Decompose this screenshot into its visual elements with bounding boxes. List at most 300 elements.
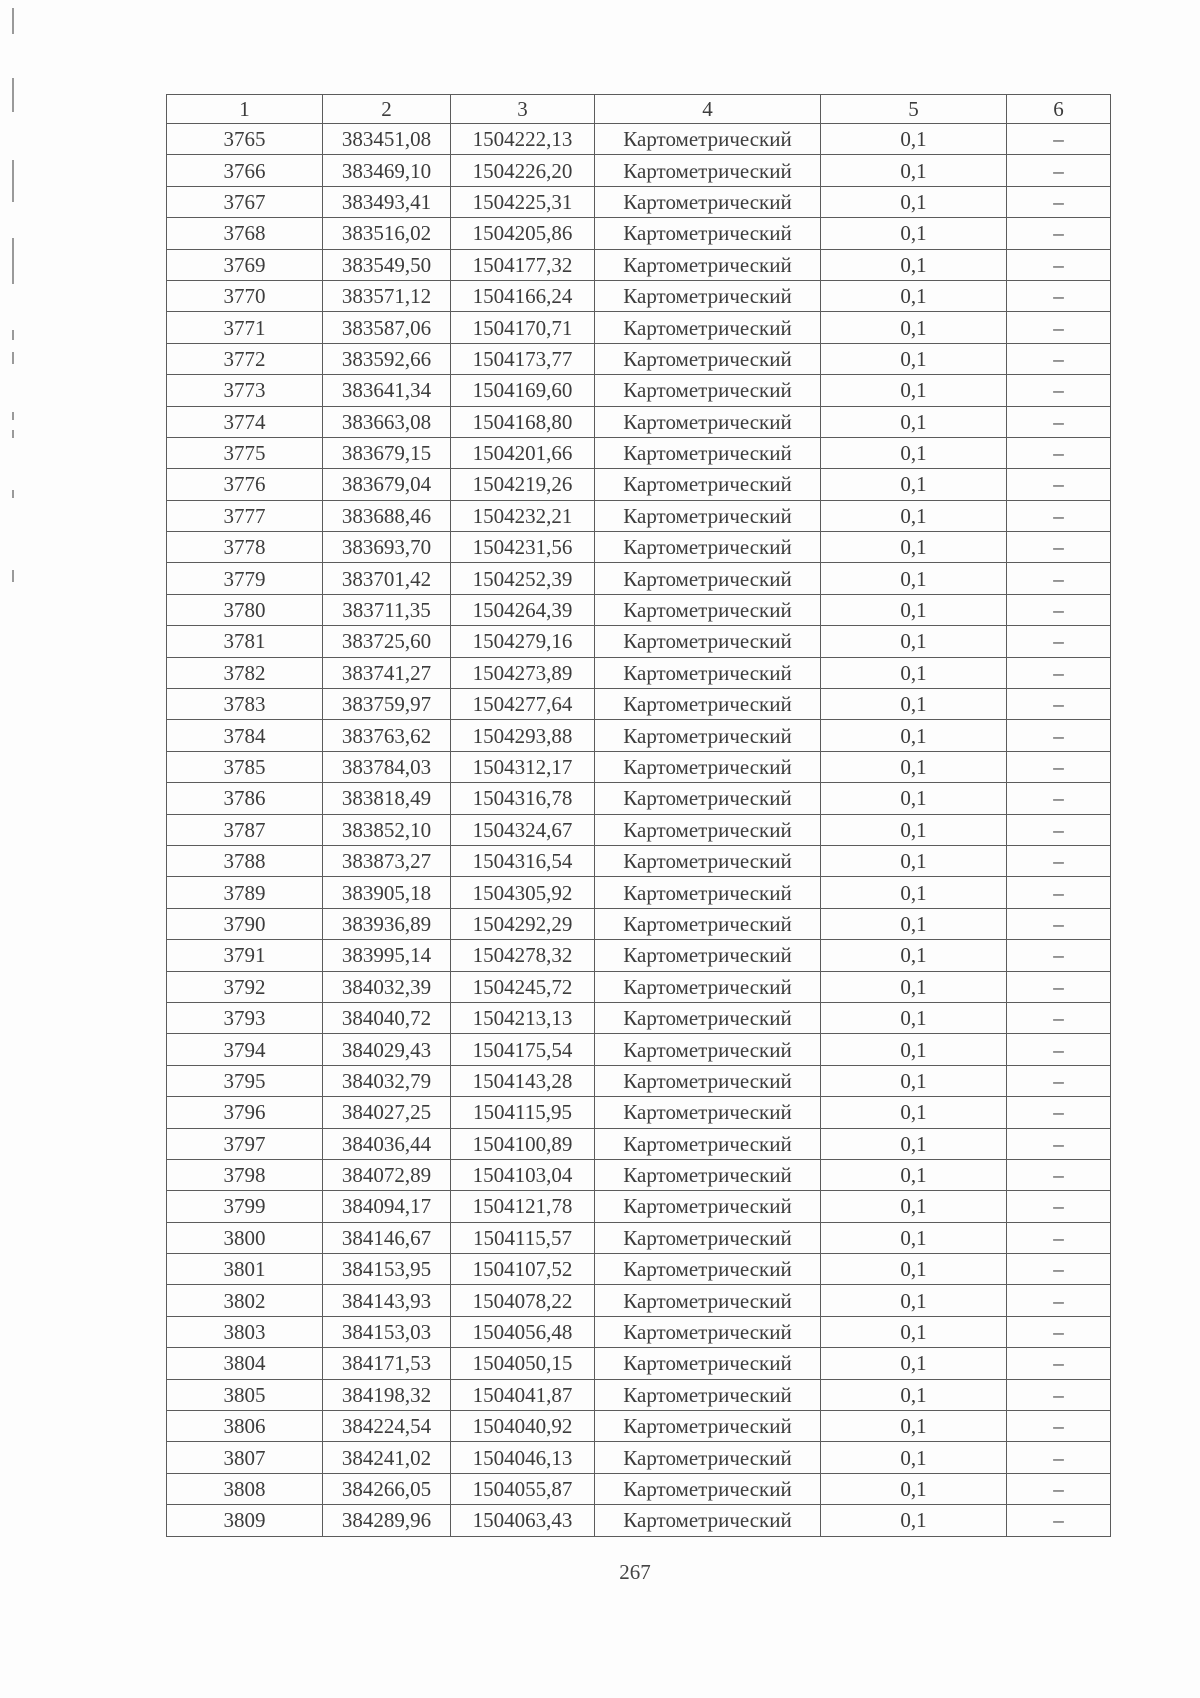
table-cell: 3809 [167, 1505, 323, 1536]
table-row [167, 312, 1111, 343]
table-cell: 1504055,87 [451, 1473, 595, 1504]
table-cell: Картометрический [595, 375, 821, 406]
table-cell: – [1007, 375, 1111, 406]
table-cell: 3802 [167, 1285, 323, 1316]
table-cell: 0,1 [821, 845, 1007, 876]
table-cell: 0,1 [821, 1128, 1007, 1159]
table-cell: – [1007, 1065, 1111, 1096]
table-cell: 3794 [167, 1034, 323, 1065]
table-cell: 3789 [167, 877, 323, 908]
table-cell: 3808 [167, 1473, 323, 1504]
table-cell: 3771 [167, 312, 323, 343]
table-cell: Картометрический [595, 1316, 821, 1347]
table-row [167, 280, 1111, 311]
table-cell: – [1007, 1285, 1111, 1316]
table-cell: – [1007, 845, 1111, 876]
table-cell: 3786 [167, 783, 323, 814]
table-row [167, 1442, 1111, 1473]
table-row [167, 751, 1111, 782]
table-cell: 0,1 [821, 186, 1007, 217]
table-cell: 3778 [167, 532, 323, 563]
table-cell: – [1007, 940, 1111, 971]
table-cell: Картометрический [595, 1379, 821, 1410]
table-cell: 3805 [167, 1379, 323, 1410]
table-cell: Картометрический [595, 626, 821, 657]
table-cell: 1504056,48 [451, 1316, 595, 1347]
table-row [167, 1128, 1111, 1159]
table-cell: 1504177,32 [451, 249, 595, 280]
table-row [167, 218, 1111, 249]
table-cell: 0,1 [821, 908, 1007, 939]
table-cell: 1504173,77 [451, 343, 595, 374]
table-cell: Картометрический [595, 280, 821, 311]
column-header: 3 [451, 95, 595, 124]
table-cell: – [1007, 1191, 1111, 1222]
table-cell: Картометрический [595, 720, 821, 751]
column-header: 4 [595, 95, 821, 124]
table-cell: 3784 [167, 720, 323, 751]
table-cell: Картометрический [595, 437, 821, 468]
scan-artifact [12, 570, 14, 582]
table-cell: 384029,43 [323, 1034, 451, 1065]
table-cell: Картометрический [595, 1254, 821, 1285]
table-cell: 3800 [167, 1222, 323, 1253]
table-cell: 3798 [167, 1159, 323, 1190]
table-cell: 384027,25 [323, 1097, 451, 1128]
table-cell: Картометрический [595, 814, 821, 845]
table-row [167, 249, 1111, 280]
table-cell: – [1007, 312, 1111, 343]
table-cell: – [1007, 343, 1111, 374]
table-cell: 0,1 [821, 1379, 1007, 1410]
table-cell: – [1007, 594, 1111, 625]
table-cell: 384198,32 [323, 1379, 451, 1410]
table-cell: 1504264,39 [451, 594, 595, 625]
table-cell: 1504143,28 [451, 1065, 595, 1096]
table-cell: 3774 [167, 406, 323, 437]
table-cell: 383784,03 [323, 751, 451, 782]
table-cell: 384153,95 [323, 1254, 451, 1285]
table-cell: 0,1 [821, 249, 1007, 280]
table-cell: 3796 [167, 1097, 323, 1128]
table-cell: Картометрический [595, 1473, 821, 1504]
table-cell: 0,1 [821, 155, 1007, 186]
table-cell: 383516,02 [323, 218, 451, 249]
table-cell: 1504277,64 [451, 689, 595, 720]
table-cell: 1504115,95 [451, 1097, 595, 1128]
table-cell: – [1007, 1442, 1111, 1473]
table-row [167, 783, 1111, 814]
table-cell: Картометрический [595, 1505, 821, 1536]
table-cell: 383641,34 [323, 375, 451, 406]
table-cell: Картометрический [595, 1097, 821, 1128]
table-cell: – [1007, 1097, 1111, 1128]
table-cell: 1504278,32 [451, 940, 595, 971]
table-cell: 3781 [167, 626, 323, 657]
scan-artifact [12, 430, 14, 438]
table-row [167, 1159, 1111, 1190]
table-row [167, 1002, 1111, 1033]
table-cell: 0,1 [821, 940, 1007, 971]
table-row [167, 406, 1111, 437]
table-cell: Картометрический [595, 218, 821, 249]
table-cell: 384032,39 [323, 971, 451, 1002]
table-cell: Картометрический [595, 249, 821, 280]
table-cell: Картометрический [595, 751, 821, 782]
table-cell: – [1007, 1316, 1111, 1347]
table-cell: 3787 [167, 814, 323, 845]
table-cell: 0,1 [821, 406, 1007, 437]
scan-artifact [12, 490, 14, 498]
table-cell: 3777 [167, 500, 323, 531]
table-cell: 3793 [167, 1002, 323, 1033]
table-cell: 383688,46 [323, 500, 451, 531]
table-cell: – [1007, 437, 1111, 468]
table-cell: Картометрический [595, 124, 821, 155]
table-cell: 3792 [167, 971, 323, 1002]
table-row [167, 720, 1111, 751]
table-row [167, 155, 1111, 186]
table-cell: 384072,89 [323, 1159, 451, 1190]
table-cell: 1504121,78 [451, 1191, 595, 1222]
table-cell: 383852,10 [323, 814, 451, 845]
table-cell: 1504040,92 [451, 1411, 595, 1442]
table-row [167, 657, 1111, 688]
table-cell: 1504316,54 [451, 845, 595, 876]
table-cell: 3765 [167, 124, 323, 155]
table-cell: 1504316,78 [451, 783, 595, 814]
table-cell: 0,1 [821, 563, 1007, 594]
table-cell: 0,1 [821, 877, 1007, 908]
table-cell: 1504041,87 [451, 1379, 595, 1410]
table-row [167, 1191, 1111, 1222]
table-cell: 1504231,56 [451, 532, 595, 563]
table-cell: 0,1 [821, 312, 1007, 343]
table-cell: 1504245,72 [451, 971, 595, 1002]
table-cell: 1504273,89 [451, 657, 595, 688]
table-cell: Картометрический [595, 689, 821, 720]
table-cell: 1504078,22 [451, 1285, 595, 1316]
table-cell: 1504115,57 [451, 1222, 595, 1253]
column-header: 2 [323, 95, 451, 124]
scan-artifact [12, 78, 14, 112]
table-cell: 1504107,52 [451, 1254, 595, 1285]
table-cell: 0,1 [821, 689, 1007, 720]
table-cell: Картометрический [595, 312, 821, 343]
table-cell: Картометрический [595, 1191, 821, 1222]
table-cell: – [1007, 1505, 1111, 1536]
table-cell: 3795 [167, 1065, 323, 1096]
table-cell: Картометрический [595, 594, 821, 625]
table-cell: 1504166,24 [451, 280, 595, 311]
table-cell: Картометрический [595, 1065, 821, 1096]
table-cell: 3785 [167, 751, 323, 782]
table-header-row [167, 95, 1111, 124]
table-row [167, 375, 1111, 406]
table-cell: 384171,53 [323, 1348, 451, 1379]
table-cell: Картометрический [595, 1285, 821, 1316]
table-cell: – [1007, 1159, 1111, 1190]
table-cell: – [1007, 406, 1111, 437]
table-cell: 383571,12 [323, 280, 451, 311]
table-cell: 0,1 [821, 1065, 1007, 1096]
table-cell: 3770 [167, 280, 323, 311]
table-cell: 384032,79 [323, 1065, 451, 1096]
table-cell: 383936,89 [323, 908, 451, 939]
table-cell: Картометрический [595, 845, 821, 876]
table-cell: – [1007, 877, 1111, 908]
table-cell: – [1007, 689, 1111, 720]
table-row [167, 908, 1111, 939]
table-cell: 0,1 [821, 1191, 1007, 1222]
table-row [167, 1254, 1111, 1285]
table-cell: – [1007, 563, 1111, 594]
table-cell: 1504232,21 [451, 500, 595, 531]
table-cell: 1504201,66 [451, 437, 595, 468]
table-cell: Картометрический [595, 1159, 821, 1190]
table-cell: 383493,41 [323, 186, 451, 217]
scan-artifact [12, 238, 14, 284]
table-row [167, 940, 1111, 971]
table-cell: 384266,05 [323, 1473, 451, 1504]
table-cell: 0,1 [821, 500, 1007, 531]
table-cell: – [1007, 186, 1111, 217]
table-cell: 384040,72 [323, 1002, 451, 1033]
table-cell: 1504222,13 [451, 124, 595, 155]
scan-artifact [12, 412, 14, 420]
table-cell: – [1007, 1002, 1111, 1033]
table-cell: 1504100,89 [451, 1128, 595, 1159]
table-cell: 383592,66 [323, 343, 451, 374]
table-cell: 1504103,04 [451, 1159, 595, 1190]
table-cell: Картометрический [595, 908, 821, 939]
table-cell: Картометрический [595, 500, 821, 531]
table-cell: 3766 [167, 155, 323, 186]
table-cell: 0,1 [821, 124, 1007, 155]
table-cell: – [1007, 908, 1111, 939]
table-cell: – [1007, 720, 1111, 751]
table-row [167, 1065, 1111, 1096]
scan-artifact [12, 8, 14, 34]
table-row [167, 532, 1111, 563]
table-cell: Картометрический [595, 940, 821, 971]
table-cell: 1504312,17 [451, 751, 595, 782]
table-row [167, 971, 1111, 1002]
table-cell: 1504219,26 [451, 469, 595, 500]
table-cell: 383469,10 [323, 155, 451, 186]
table-cell: Картометрический [595, 343, 821, 374]
table-cell: Картометрический [595, 469, 821, 500]
table-cell: 383679,15 [323, 437, 451, 468]
table-row [167, 1411, 1111, 1442]
table-row [167, 1348, 1111, 1379]
table-row [167, 814, 1111, 845]
table-cell: 0,1 [821, 626, 1007, 657]
table-cell: Картометрический [595, 1348, 821, 1379]
table-cell: 0,1 [821, 532, 1007, 563]
column-header: 1 [167, 95, 323, 124]
table-cell: – [1007, 657, 1111, 688]
table-cell: 0,1 [821, 1505, 1007, 1536]
table-cell: 1504225,31 [451, 186, 595, 217]
scan-artifact [12, 352, 14, 364]
table-cell: 1504175,54 [451, 1034, 595, 1065]
scan-artifact [12, 330, 14, 340]
table-cell: 1504279,16 [451, 626, 595, 657]
table-body [167, 124, 1111, 1537]
table-cell: – [1007, 1128, 1111, 1159]
table-cell: 383693,70 [323, 532, 451, 563]
coordinates-table [166, 94, 1111, 1537]
table-cell: – [1007, 155, 1111, 186]
column-header: 5 [821, 95, 1007, 124]
table-cell: Картометрический [595, 971, 821, 1002]
table-cell: 0,1 [821, 218, 1007, 249]
table-cell: 1504205,86 [451, 218, 595, 249]
table-cell: 3776 [167, 469, 323, 500]
table-cell: 384036,44 [323, 1128, 451, 1159]
table-cell: 384241,02 [323, 1442, 451, 1473]
table-cell: – [1007, 751, 1111, 782]
table-cell: – [1007, 1473, 1111, 1504]
table-row [167, 124, 1111, 155]
table-cell: 384289,96 [323, 1505, 451, 1536]
table-cell: – [1007, 783, 1111, 814]
table-row [167, 1473, 1111, 1504]
table-cell: 0,1 [821, 343, 1007, 374]
table-cell: 384094,17 [323, 1191, 451, 1222]
table-cell: 3797 [167, 1128, 323, 1159]
table-cell: 1504226,20 [451, 155, 595, 186]
table-cell: 1504293,88 [451, 720, 595, 751]
table-cell: 0,1 [821, 1442, 1007, 1473]
table-cell: 383873,27 [323, 845, 451, 876]
table-cell: 3791 [167, 940, 323, 971]
table-cell: 0,1 [821, 1316, 1007, 1347]
table-cell: 0,1 [821, 375, 1007, 406]
table-row [167, 689, 1111, 720]
table-row [167, 845, 1111, 876]
table-row [167, 186, 1111, 217]
table-cell: – [1007, 1411, 1111, 1442]
table-cell: 383759,97 [323, 689, 451, 720]
table-cell: 0,1 [821, 751, 1007, 782]
table-cell: 0,1 [821, 971, 1007, 1002]
table-cell: – [1007, 626, 1111, 657]
table-row [167, 1222, 1111, 1253]
table-cell: 3799 [167, 1191, 323, 1222]
table-row [167, 343, 1111, 374]
table-cell: 0,1 [821, 1159, 1007, 1190]
table-cell: – [1007, 249, 1111, 280]
table-cell: 0,1 [821, 783, 1007, 814]
table-cell: 383741,27 [323, 657, 451, 688]
table-row [167, 500, 1111, 531]
table-cell: 3772 [167, 343, 323, 374]
table-cell: Картометрический [595, 1002, 821, 1033]
table-cell: Картометрический [595, 186, 821, 217]
table-cell: 384224,54 [323, 1411, 451, 1442]
table-cell: – [1007, 1254, 1111, 1285]
table-cell: 3775 [167, 437, 323, 468]
table-cell: 383725,60 [323, 626, 451, 657]
table-cell: 3806 [167, 1411, 323, 1442]
table-cell: 0,1 [821, 1348, 1007, 1379]
table-cell: 1504063,43 [451, 1505, 595, 1536]
table-cell: Картометрический [595, 563, 821, 594]
table-cell: 3768 [167, 218, 323, 249]
table-cell: 3807 [167, 1442, 323, 1473]
table-cell: 3788 [167, 845, 323, 876]
table-cell: 3782 [167, 657, 323, 688]
table-cell: – [1007, 1222, 1111, 1253]
table-row [167, 877, 1111, 908]
table-cell: 383679,04 [323, 469, 451, 500]
table-cell: 0,1 [821, 1285, 1007, 1316]
table-cell: – [1007, 280, 1111, 311]
table-cell: – [1007, 1034, 1111, 1065]
table-cell: 383711,35 [323, 594, 451, 625]
table-cell: 384146,67 [323, 1222, 451, 1253]
table-row [167, 594, 1111, 625]
table-cell: – [1007, 1348, 1111, 1379]
table-cell: Картометрический [595, 155, 821, 186]
table-cell: 0,1 [821, 1097, 1007, 1128]
table-cell: – [1007, 124, 1111, 155]
table-row [167, 1097, 1111, 1128]
table-cell: 0,1 [821, 280, 1007, 311]
table-cell: Картометрический [595, 532, 821, 563]
table-row [167, 469, 1111, 500]
page-number: 267 [619, 1560, 651, 1584]
table-cell: 0,1 [821, 1254, 1007, 1285]
table-cell: – [1007, 971, 1111, 1002]
table-row [167, 1379, 1111, 1410]
table-cell: 383587,06 [323, 312, 451, 343]
table-cell: 383451,08 [323, 124, 451, 155]
table-row [167, 1505, 1111, 1536]
table-cell: 1504168,80 [451, 406, 595, 437]
table-row [167, 437, 1111, 468]
table-cell: – [1007, 500, 1111, 531]
table-cell: – [1007, 1379, 1111, 1410]
table-row [167, 1034, 1111, 1065]
table-cell: – [1007, 218, 1111, 249]
table-cell: 3767 [167, 186, 323, 217]
table-cell: 383905,18 [323, 877, 451, 908]
table-cell: Картометрический [595, 1442, 821, 1473]
table-cell: 384153,03 [323, 1316, 451, 1347]
table-cell: 383818,49 [323, 783, 451, 814]
table-cell: – [1007, 814, 1111, 845]
table-cell: 1504046,13 [451, 1442, 595, 1473]
table-cell: 0,1 [821, 469, 1007, 500]
table-cell: 0,1 [821, 437, 1007, 468]
table-cell: 383995,14 [323, 940, 451, 971]
table-cell: Картометрический [595, 1411, 821, 1442]
table-cell: 1504050,15 [451, 1348, 595, 1379]
table-cell: 0,1 [821, 1222, 1007, 1253]
table-cell: 3790 [167, 908, 323, 939]
table-row [167, 1285, 1111, 1316]
table-cell: 3769 [167, 249, 323, 280]
table-cell: 384143,93 [323, 1285, 451, 1316]
table-cell: 3780 [167, 594, 323, 625]
table-cell: 3779 [167, 563, 323, 594]
table-cell: 0,1 [821, 657, 1007, 688]
table-row [167, 563, 1111, 594]
table-cell: – [1007, 532, 1111, 563]
